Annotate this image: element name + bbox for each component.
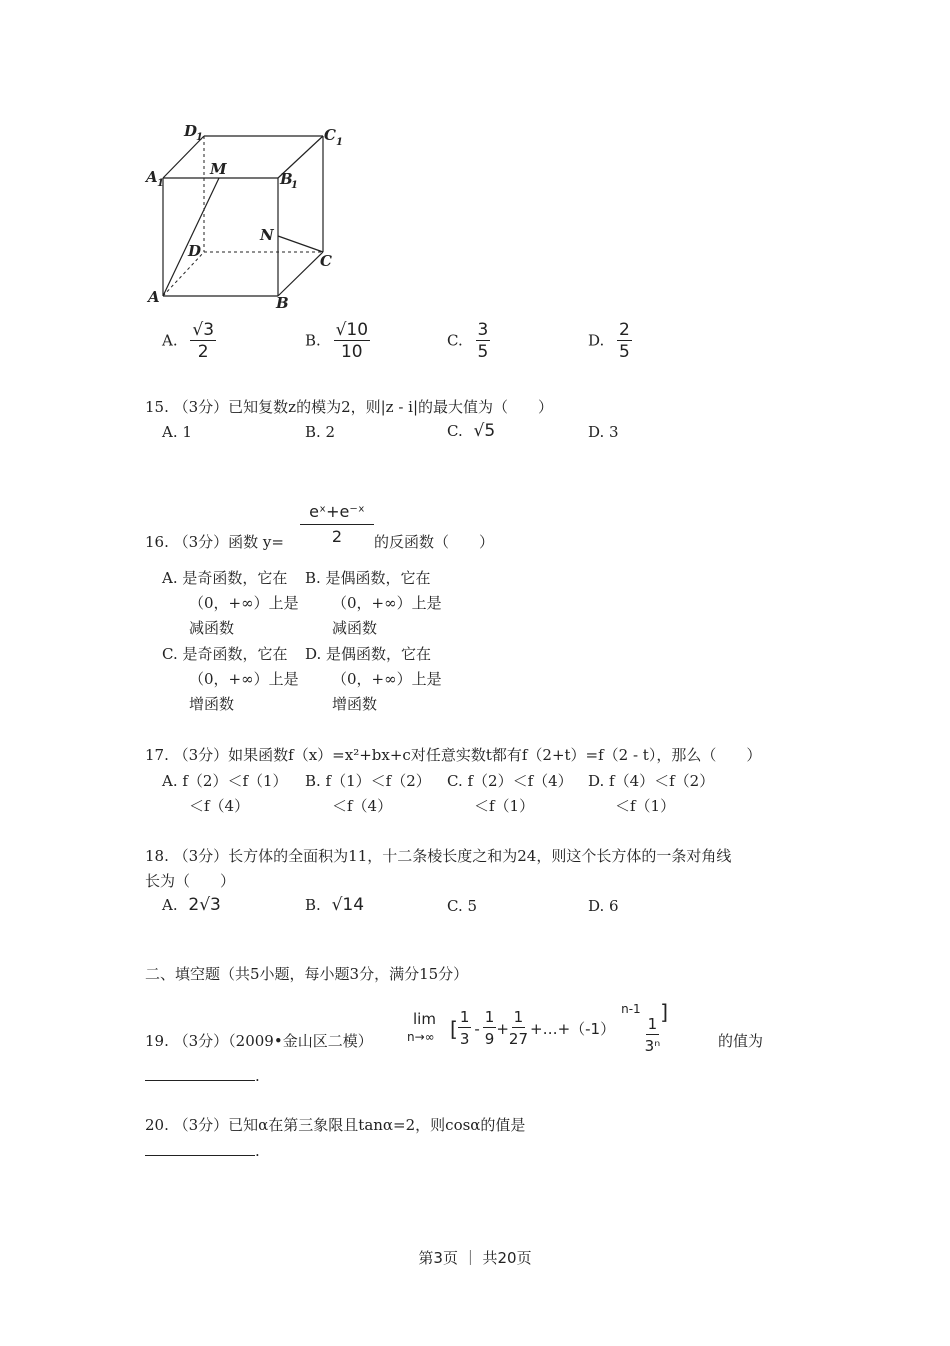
q17-option-c: C. f（2）＜f（4） ＜f（1） — [447, 772, 573, 815]
q17-stem: 17. （3分）如果函数f（x）=x²+bx+c对任意实数t都有f（2+t）=f（2 - t），那么（ ） — [145, 746, 762, 764]
q18-option-b: B. √14 — [305, 895, 365, 915]
q19-answer-blank: . — [145, 1066, 260, 1085]
label-c1: C — [324, 126, 336, 144]
q15-option-a: A. 1 — [162, 423, 192, 441]
q15-stem: 15. （3分）已知复数z的模为2，则|z - i|的最大值为（ ） — [145, 398, 554, 416]
q16-option-c: C. 是奇函数，它在 （0，+∞）上是 增函数 — [162, 645, 299, 713]
cube-figure — [140, 118, 370, 318]
q17-option-d: D. f（4）＜f（2） ＜f（1） — [588, 772, 715, 815]
label-m: M — [210, 160, 227, 178]
q15-option-b: B. 2 — [305, 423, 336, 441]
label-d: D — [188, 242, 202, 260]
q16-fraction: eˣ+e⁻ˣ 2 — [300, 500, 374, 549]
q18-option-d: D. 6 — [588, 897, 619, 915]
label-a1: A — [146, 168, 158, 186]
svg-text:1: 1 — [336, 137, 343, 148]
label-c: C — [320, 252, 332, 270]
label-a: A — [148, 288, 160, 306]
q19-suffix: 的值为 — [718, 1032, 764, 1050]
q14-option-d: D. $\frac{2}{5}$ — [588, 320, 630, 362]
svg-text:1: 1 — [196, 132, 203, 143]
q14-option-b: B. $\frac{√10}{10}$ — [305, 320, 369, 362]
q18-option-c: C. 5 — [447, 897, 478, 915]
q15-option-d: D. 3 — [588, 423, 619, 441]
label-d1: D — [184, 122, 198, 140]
q20-stem: 20. （3分）已知α在第三象限且tanα=2，则cosα的值是 — [145, 1116, 526, 1134]
q17-option-b: B. f（1）＜f（2） ＜f（4） — [305, 772, 431, 815]
q14-option-a: A. $\frac{√3}{2}$ — [162, 320, 215, 362]
q19-expression: [ $\frac{1}{3}$ - $\frac{1}{9}$ + $\frac{1}{27}$ +…+（-1） n-1 $\frac{1}{\text{3ⁿ}}$ ] — [450, 1000, 669, 1055]
q16-option-a: A. 是奇函数，它在 （0，+∞）上是 减函数 — [162, 569, 299, 637]
q19-prefix: 19. （3分）（2009•金山区二模） — [145, 1032, 373, 1050]
label-n: N — [260, 226, 274, 244]
q18-stem-line2: 长为（ ） — [145, 872, 236, 890]
q16-option-b: B. 是偶函数，它在 （0，+∞）上是 减函数 — [305, 569, 442, 637]
section-title: 二、填空题（共5小题，每小题3分，满分15分） — [145, 965, 469, 983]
svg-text:1: 1 — [157, 178, 164, 189]
q14-option-c: C. $\frac{3}{5}$ — [447, 320, 489, 362]
q18-option-a: A. 2√3 — [162, 895, 221, 915]
q15-option-c: C. √5 — [447, 421, 496, 441]
label-b: B — [276, 294, 289, 312]
q16-stem-prefix: 16. （3分）函数 y= — [145, 533, 284, 551]
q19-limit: lim n→∞ — [407, 1010, 436, 1044]
q20-answer-blank: . — [145, 1141, 260, 1160]
q16-option-d: D. 是偶函数，它在 （0，+∞）上是 增函数 — [305, 645, 442, 713]
svg-text:1: 1 — [291, 180, 298, 191]
label-b1: B — [280, 170, 293, 188]
q16-stem-suffix: 的反函数（ ） — [374, 533, 495, 551]
page-footer: 第3页 ｜ 共20页 — [418, 1249, 532, 1267]
q18-stem-line1: 18. （3分）长方体的全面积为11，十二条棱长度之和为24，则这个长方体的一条对角线 — [145, 847, 732, 865]
q17-option-a: A. f（2）＜f（1） ＜f（4） — [162, 772, 288, 815]
